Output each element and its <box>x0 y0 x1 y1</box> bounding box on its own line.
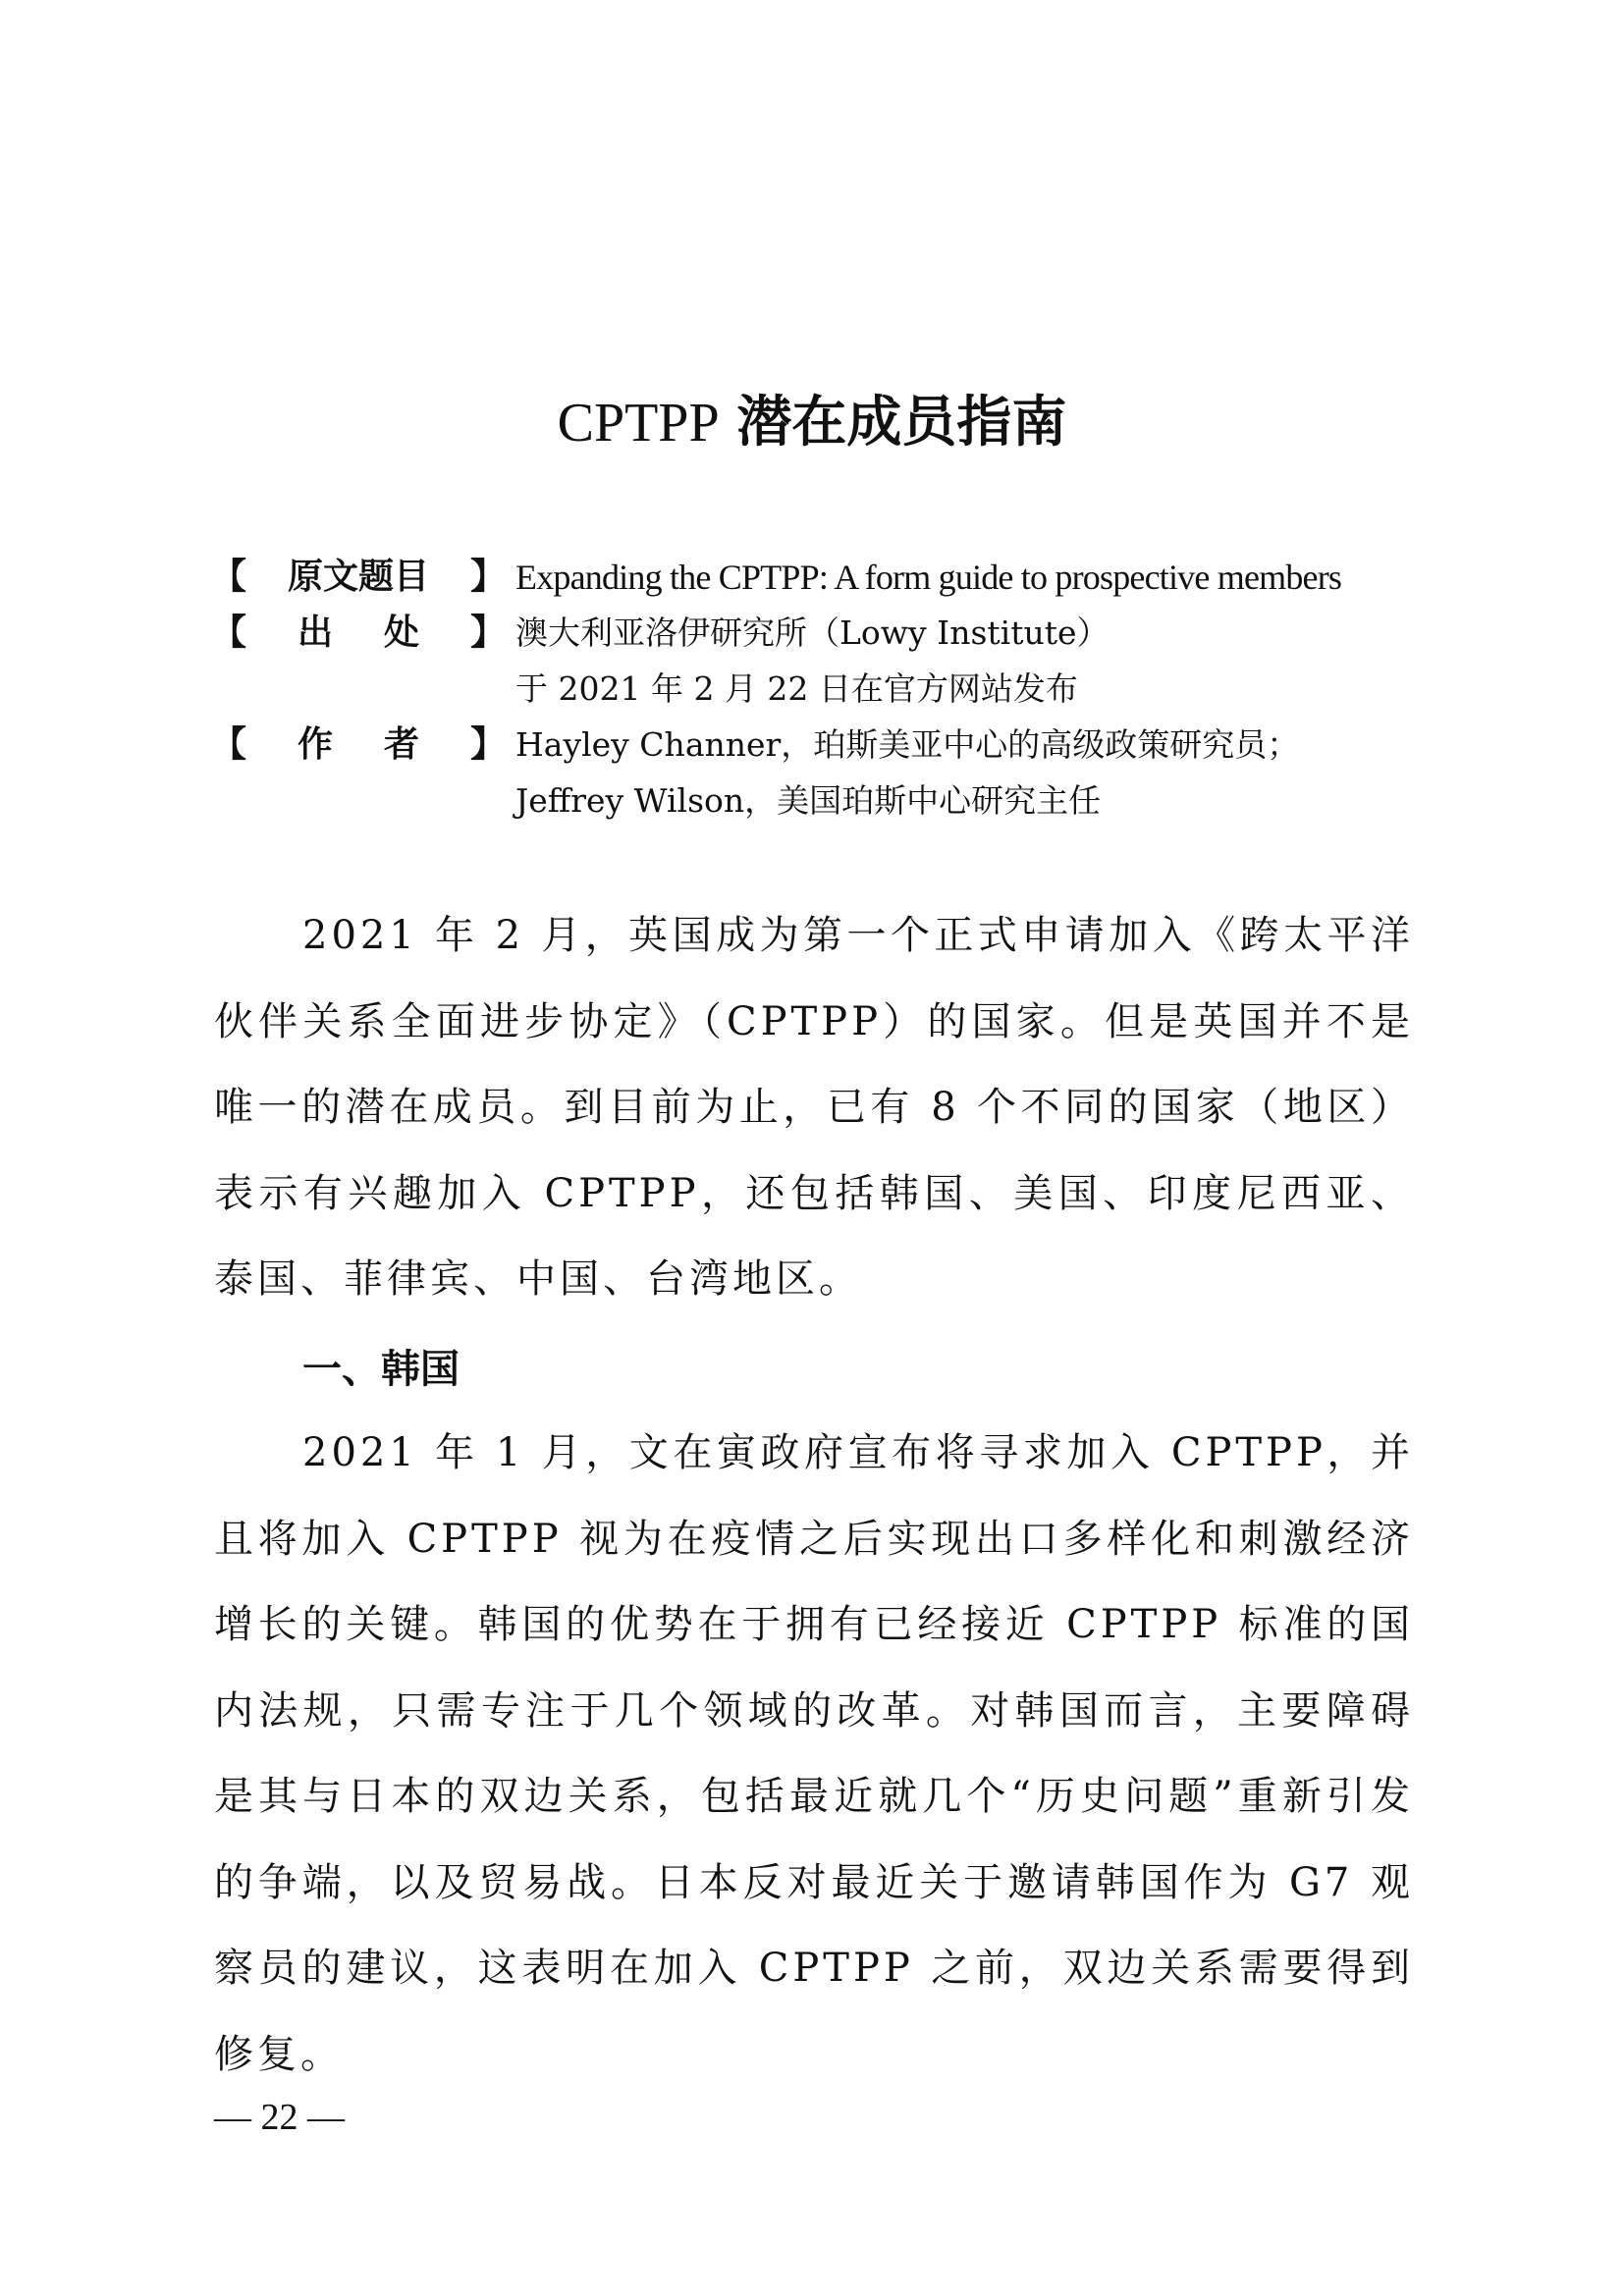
meta-source <box>211 606 1409 661</box>
bracket-open: 【 <box>211 557 247 597</box>
body-paragraph-1: 2021 年 2 月，英国成为第一个正式申请加入《跨太平洋伙伴关系全面进步协定》（CPTPP）的国家。但是英国并不是唯一的潜在成员。到目前为止，已有 8 个不同的国家（地区）表示有兴趣加入 CPTPP，还包括韩国、美国、印度尼西亚、泰国、菲律宾、中国、台湾地区。 <box>214 913 1414 1302</box>
meta-value-author-line-1: Hayley Channer，珀斯美亚中心的高级政策研究员； <box>515 725 1300 764</box>
meta-label-text-b: 处 <box>383 613 419 653</box>
meta-value-author-line-2: Jeffrey Wilson，美国珀斯中心研究主任 <box>515 781 1102 820</box>
meta-author-line-2 <box>211 774 1409 828</box>
bracket-open: 【 <box>211 724 247 765</box>
meta-author <box>211 718 1409 773</box>
meta-label-text-a: 作 <box>297 724 333 765</box>
bracket-open: 【 <box>211 613 247 653</box>
page-title <box>0 388 1624 458</box>
meta-label-text-a: 出 <box>297 613 333 653</box>
section-heading-korea: 一、韩国 <box>302 1347 460 1392</box>
meta-label-text-b: 者 <box>383 724 419 765</box>
bracket-close: 】 <box>469 557 506 597</box>
meta-label-original-title <box>211 550 506 605</box>
page-number: — 22 — <box>214 2097 345 2138</box>
meta-value-original-title: Expanding the CPTPP: A form guide to prospective members <box>515 558 1342 597</box>
bracket-close: 】 <box>469 724 506 765</box>
bracket-close: 】 <box>469 613 506 653</box>
meta-label-text: 原文题目 <box>287 557 429 597</box>
meta-value-source-line-1: 澳大利亚洛伊研究所（Lowy Institute） <box>515 614 1110 652</box>
title-cjk: 潜在成员指南 <box>736 391 1067 454</box>
meta-original-title <box>211 550 1409 605</box>
title-latin: CPTPP <box>557 393 720 454</box>
meta-label-author <box>211 718 506 773</box>
body-paragraph-2: 2021 年 1 月，文在寅政府宣布将寻求加入 CPTPP，并且将加入 CPTPP 视为在疫情之后实现出口多样化和刺激经济增长的关键。韩国的优势在于拥有已经接近 CPTPP 标准的国内法规，只需专注于几个领域的改革。对韩国而言，主要障碍是其与日本的双边关系，包括最近就几个“历史问题”重新引发的争端，以及贸易战。日本反对最近关于邀请韩国作为 G7 观察员的建议，这表明在加入 CPTPP 之前，双边关系需要得到修复。 <box>214 1430 1414 2077</box>
meta-source-line-2 <box>211 662 1409 717</box>
meta-value-source-line-2: 于 2021 年 2 月 22 日在官方网站发布 <box>515 669 1078 708</box>
meta-label-source <box>211 606 506 661</box>
